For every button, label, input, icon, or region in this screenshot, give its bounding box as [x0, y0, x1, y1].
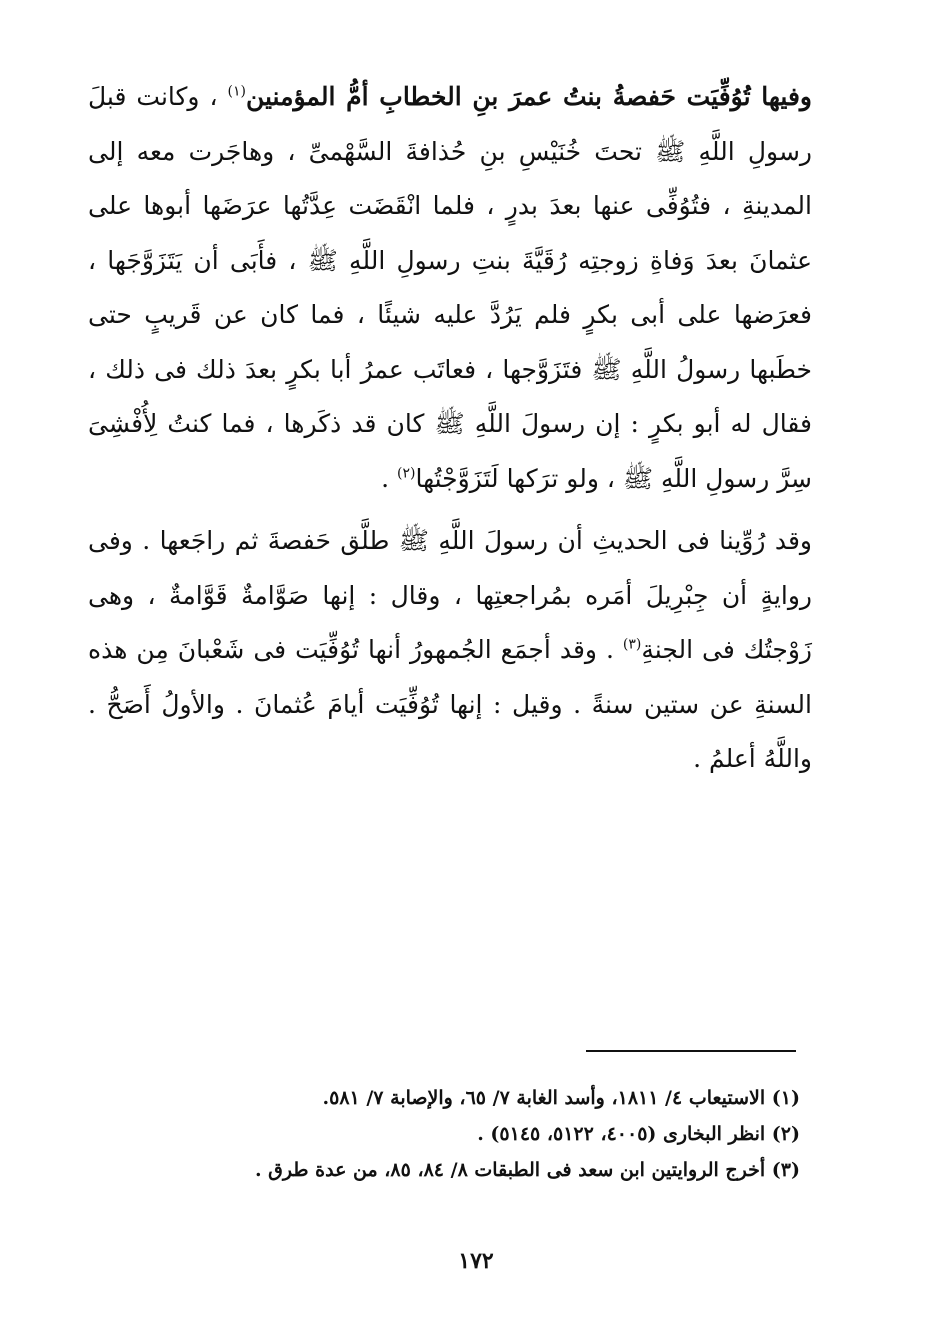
paragraph-2-text: وقد رُوِّينا فى الحديثِ أن رسولَ اللَّهِ ﷺ طلَّق حَفصةَ ثم راجَعها . وفى روايةٍ أن جِبْرِيلَ أمَره بمُراجعتِها ، وقال : إنها صَوَّامةٌ قَوَّامةٌ ، وهى زَوْجتُك فى الجنةِ	[88, 526, 812, 664]
footnote-ref-3: (٣)	[622, 636, 642, 653]
paragraph-2-rest: . وقد أجمَع الجُمهورُ أنها تُوُفِّيَت فى شَعْبانَ مِن هذه السنةِ عن ستين سنةً . وقيل : إنها تُوُفِّيَت أيامَ عُثمانَ . والأولُ أَصَحُّ . واللَّهُ أعلمُ .	[88, 635, 812, 773]
main-text	[88, 70, 812, 787]
footnote-separator	[586, 1050, 796, 1052]
paragraph-2	[88, 514, 812, 787]
footnote-1: (١) الاستيعاب ٤/ ١٨١١، وأسد الغابة ٧/ ٦٥، والإصابة ٧/ ٥٨١.	[322, 1087, 800, 1109]
footnote-ref-2: (٢)	[396, 465, 416, 482]
footnote-3: (٣) أخرج الروايتين ابن سعد فى الطبقات ٨/ ٨٤، ٨٥، من عدة طرق .	[254, 1159, 800, 1181]
paragraph-1-text: ، وكانت قبلَ رسولِ اللَّهِ ﷺ تحتَ خُنَيْسِ بنِ حُذافةَ السَّهْمىِّ ، وهاجَرت معه إلى المدينةِ ، فتُوُفِّى عنها بعدَ بدرٍ ، فلما انْقَضَت عِدَّتُها عرَضَها أبوها على عثمانَ بعدَ وَفاةِ زوجتِه رُقَيَّةَ بنتِ رسولِ اللَّهِ ﷺ ، فأَبَى أن يَتَزَوَّجَها ، فعرَضها على أبى بكرٍ فلم يَرُدَّ عليه شيئًا ، فما كان عن قَريبٍ حتى خطَبها رسولُ اللَّهِ ﷺ فتَزَوَّجها ، فعاتَب عمرُ أبا بكرٍ بعدَ ذلك فى ذلك ، فقال له أبو بكرٍ : إن رسولَ اللَّهِ ﷺ كان قد ذكَرها ، فما كنتُ لِأُفْشِىَ سِرَّ رسولِ اللَّهِ ﷺ ، ولو ترَكها لَتَزَوَّجْتُها	[88, 82, 812, 493]
page-number: ١٧٢	[458, 1248, 494, 1274]
paragraph-1-lead: وفيها تُوُفِّيَت حَفصةُ بنتُ عمرَ بنِ الخطابِ أمُّ المؤمنين	[245, 82, 812, 111]
paragraph-1-end: .	[381, 463, 397, 493]
footnote-ref-1: (١)	[227, 83, 246, 100]
footnote-2: (٢) انظر البخارى (٤٠٠٥، ٥١٢٢، ٥١٤٥) .	[477, 1123, 800, 1145]
paragraph-1	[88, 70, 812, 506]
footnotes	[120, 1080, 800, 1188]
